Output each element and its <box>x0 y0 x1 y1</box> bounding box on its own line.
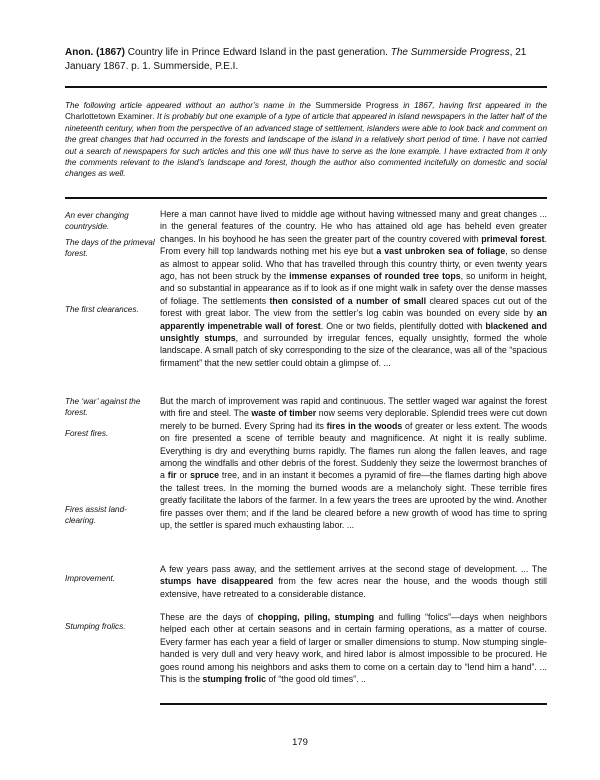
intro-newspaper-name: Summerside Progress <box>315 101 399 110</box>
intro-text: . It is probably but one example of a type of article that appeared in island newspapers in the latter half of the nineteenth century, when from the perspective of an advanced stage of settlement, islanders were able to look back and comment on the great changes that had occurred in the forests and landscape of the island in a relatively short period of time. I have not carried out a search of newspapers for such articles and this one will thus have to serve as the lone example. I have extracted from it only the comments relevant to the island’s landscape and forest, though the author also commented incitefully on domestic and social changes as well. <box>65 112 547 179</box>
margin-note: The ‘war’ against the forest. <box>65 397 141 417</box>
divider-middle <box>65 197 547 199</box>
citation-title: Country life in Prince Edward Island in the past generation. <box>125 47 391 58</box>
intro-newspaper-name: Charlottetown Examiner <box>65 112 153 122</box>
margin-note: The days of the primeval forest. <box>65 238 155 258</box>
margin-note: The first clearances. <box>65 305 139 314</box>
citation-details: , 21 January 1867. p. 1. Summerside, P.E.I. <box>65 47 527 72</box>
article-paragraph: Here a man cannot have lived to middle age without having witnessed many and great changes ... in the general features of the country. He who has attained old age has beheld even greater changes. In his boyhood he has seen the greater part of the country covered with primeval forest. From every hill top landwards nothing met his eye but a vast unbroken sea of foliage, so dense as almost to appear solid. Who that has travelled through this country thirty, or even twenty years ago, has not been struck by the immense expanses of rounded tree tops, so uniform in height, and so substantial in appearance as if to look as if one might walk in safety over the dense masses of foliage. The settlements then consisted of a number of small cleared spaces cut out of the forest with great labor. The view from the settler’s log cabin was bounded on every side by an apparently impenetrable wall of forest. One or two fields, plentifully dotted with blackened and unsightly stumps, and surrounded by irregular fences, equally unsightly, formed the whole landscape. A small patch of sky corresponding to the size of the clearance, was all of the “spacious firmament” that the new settler could obtain a glimpse of. ... <box>160 209 548 368</box>
article-paragraph: A few years pass away, and the settlement arrives at the second stage of development. ... The stumps have disappeared from the few acres near the house, and the woods though still extensive, have retreated to a considerable distance. <box>160 564 548 599</box>
margin-note: Forest fires. <box>65 429 109 438</box>
divider-top <box>65 86 547 88</box>
intro-text: The following article appeared without an author’s name in the <box>65 101 316 110</box>
article-paragraph: But the march of improvement was rapid and continuous. The settler waged war against the forest with fire and steel. The waste of timber now seems very deplorable. Splendid trees were cut down merely to be burned. Every Spring had its fires in the woods of greater or less extent. The woods on fire presented a scene of terrible beauty and magnificence. At night it is really sublime. Everything is dry and everything burns rapidly. The flames run along the fallen leaves, and rage among the windfalls and other debris of the forest. Suddenly they seize the lowermost branches of a fir or spruce tree, and in an instant it becomes a pyramid of fire—the flames darting high above the tallest trees. In the morning the burned woods are a melancholy sight. These terrible fires greatly facilitate the labors of the farmer. In a few years the trees are uprooted by the wind. Another fire passes over them; and if the land be cleared before a new growth of wood has time to spring up, the settler is spared much exhausting labor. ... <box>160 396 547 531</box>
citation-author-year: Anon. (1867) <box>65 47 126 58</box>
margin-note: An ever changing countryside. <box>65 211 129 231</box>
margin-note: Fires assist land-clearing. <box>65 505 127 525</box>
editor-introduction <box>65 100 547 180</box>
margin-note: Stumping frolics. <box>65 622 126 631</box>
article-paragraph: These are the days of chopping, piling, stumping and fulling “folics”—days when neighbors helped each other at certain seasons and in certain farming operations, as a matter of course. Every farmer has each year a field of larger or smaller dimensions to stump. Now stumping single-handed is very dull and very heavy work, and hired labor is almost impossible to be procured. He goes round among his neighbors and asks them to come on a certain day to “lend him a hand”. ... This is the stumping frolic of “the good old times”. .. <box>160 612 548 685</box>
citation <box>65 46 550 74</box>
citation-publication: The Summerside Progress <box>390 47 510 58</box>
intro-text: in 1867, having first appeared in the <box>398 101 547 110</box>
divider-bottom <box>160 703 547 705</box>
page-number: 179 <box>292 737 308 748</box>
margin-note: Improvement. <box>65 574 116 583</box>
